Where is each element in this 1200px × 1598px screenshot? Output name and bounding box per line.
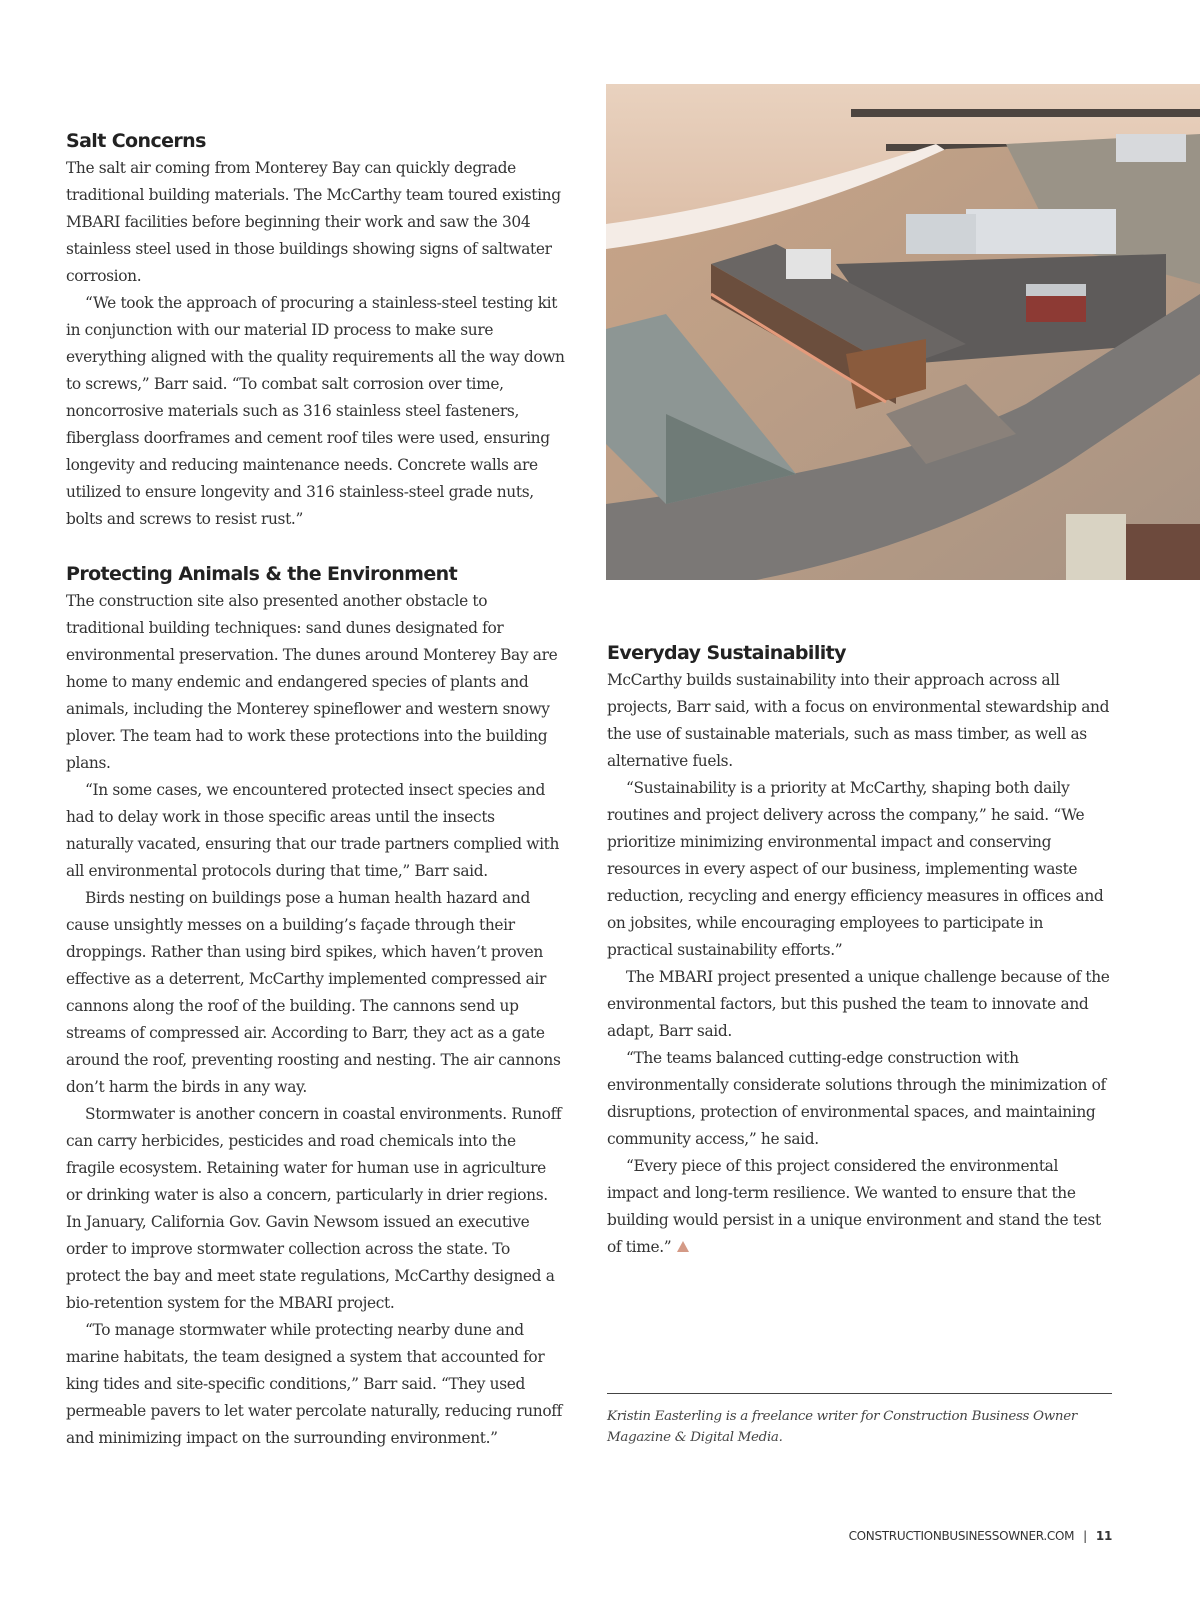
page-number: 11	[1095, 1529, 1112, 1543]
left-column	[66, 128, 566, 1452]
body-paragraph: The construction site also presented another obstacle to traditional building techniques: sand dunes designated for environmental preservation. The dunes around Monterey Bay are home to many endemic and endangered species of plants and animals, including the Monterey spineflower and western snowy plover. The team had to work these protections into the building plans.	[66, 592, 558, 772]
footer-separator: |	[1083, 1529, 1087, 1543]
body-paragraph: “We took the approach of procuring a stainless-steel testing kit in conjunction with our material ID process to make sure everything aligned with the quality requirements all the way down to screws,” Barr said. “To combat salt corrosion over time, noncorrosive materials such as 316 stainless steel fasteners, fiberglass doorframes and cement roof tiles were used, ensuring longevity and reducing maintenance needs. Concrete walls are utilized to ensure longevity and 316 stainless-steel grade nuts, bolts and screws to resist rust.”	[66, 294, 565, 528]
page-footer	[849, 1529, 1112, 1543]
body-paragraph-final	[607, 1153, 1112, 1261]
body-paragraph: Stormwater is another concern in coastal environments. Runoff can carry herbicides, pesticides and road chemicals into the fragile ecosystem. Retaining water for human use in agriculture or drinking water is also a concern, particularly in drier regions. In January, California Gov. Gavin Newsom issued an executive order to improve stormwater collection across the state. To protect the bay and meet state regulations, McCarthy designed a bio-retention system for the MBARI project.	[66, 1105, 562, 1312]
triangle-end-mark-icon	[677, 1241, 689, 1252]
bio-divider	[607, 1393, 1112, 1394]
section-heading-protecting-animals: Protecting Animals & the Environment	[66, 563, 458, 585]
body-paragraph: The salt air coming from Monterey Bay can quickly degrade traditional building materials. The McCarthy team toured existing MBARI facilities before beginning their work and saw the 304 stainless steel used in those buildings showing signs of saltwater corrosion.	[66, 159, 561, 285]
body-paragraph: The MBARI project presented a unique challenge because of the environmental factors, but this pushed the team to innovate and adapt, Barr said.	[607, 968, 1110, 1040]
body-paragraph: “Sustainability is a priority at McCarthy, shaping both daily routines and project delivery across the company,” he said. “We prioritize minimizing environmental impact and conserving resources in every aspect of our business, implementing waste reduction, recycling and energy efficiency measures in offices and on jobsites, while encouraging employees to participate in practical sustainability efforts.”	[607, 779, 1104, 959]
section-heading-everyday-sustainability: Everyday Sustainability	[607, 642, 846, 664]
body-paragraph: “In some cases, we encountered protected insect species and had to delay work in those specific areas until the insects naturally vacated, ensuring that our trade partners complied with all environmental protocols during that time,” Barr said.	[66, 781, 560, 880]
body-paragraph: “To manage stormwater while protecting nearby dune and marine habitats, the team designed a system that accounted for king tides and site-specific conditions,” Barr said. “They used permeable pavers to let water percolate naturally, reducing runoff and minimizing impact on the surrounding environment.”	[66, 1321, 562, 1447]
final-paragraph-text: “Every piece of this project considered the environmental impact and long-term resilience. We wanted to ensure that the building would persist in a unique environment and stand the test of time.”	[607, 1157, 1101, 1256]
aerial-photo-illustration	[606, 84, 1200, 580]
body-paragraph: Birds nesting on buildings pose a human health hazard and cause unsightly messes on a building’s façade through their droppings. Rather than using bird spikes, which haven’t proven effective as a deterrent, McCarthy implemented compressed air cannons along the roof of the building. The cannons send up streams of compressed air. According to Barr, they act as a gate around the roof, preventing roosting and nesting. The air cannons don’t harm the birds in any way.	[66, 889, 561, 1096]
section-heading-salt-concerns: Salt Concerns	[66, 130, 206, 152]
body-paragraph: “The teams balanced cutting-edge construction with environmentally considerate solutions through the minimization of disruptions, protection of environmental spaces, and maintaining community access,” he said.	[607, 1049, 1106, 1148]
author-bio: Kristin Easterling is a freelance writer for Construction Business Owner Magazine & Digital Media.	[607, 1409, 1077, 1445]
footer-site-link[interactable]: CONSTRUCTIONBUSINESSOWNER.COM	[848, 1529, 1075, 1543]
aerial-photo	[606, 84, 1200, 580]
right-column	[607, 640, 1112, 1261]
body-paragraph: McCarthy builds sustainability into their approach across all projects, Barr said, with a focus on environmental stewardship and the use of sustainable materials, such as mass timber, as well as alternative fuels.	[607, 671, 1110, 770]
